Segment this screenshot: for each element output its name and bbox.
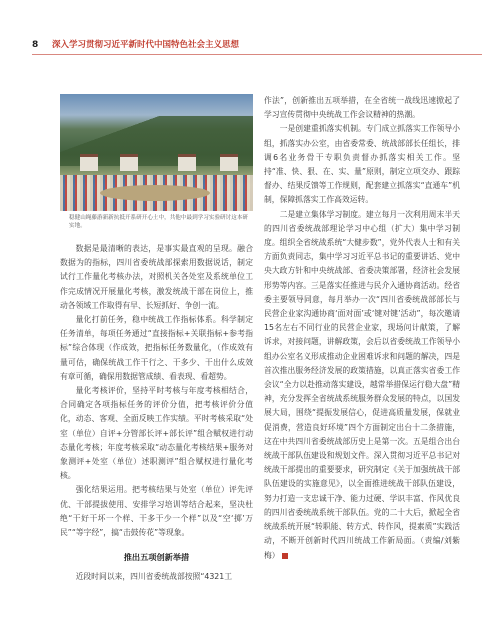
left-column [60, 242, 253, 585]
continued-paragraph: 作法”，创新推出五项举措，在全省统一战线迅速掀起了学习宣传贯彻中央统战工作会议精神的热潮。 [264, 96, 460, 120]
body-paragraph: 量化打前任务，稳中统战工作指标体系。科学制定任务清单，每项任务通过“直接指标+关联指标+参考指标”综合体现（作成效，把指标任务数量化，（作成效有量可估，确保统战工作干行之、干多少、干出什么成效有章可循，确保用数据管成绩、看表现、看超势。 [60, 315, 253, 381]
body-paragraph: 近段时间以来，四川省委统战部按照“4321工 [75, 572, 233, 582]
section-subheading: 推出五项创新举措 [123, 552, 190, 563]
photo-building [120, 154, 138, 171]
page-number: 8 [32, 40, 39, 50]
closing-text: 二是建立集体学习制度。建立每月一次利用周末半天的四川省委统战部理论学习中心组（扩大）集中学习制度。组织全省统战系统“大健步数”，党外代表人士和有关方面负责同志，集中学习习近平总书记的重要讲话、党中央大政方针和中央统战部、省委决策部署，经济社会发展形势等内容。三是落实任推进与民介入通协商活动。经省委主要领导同意，每月举办一次“四川省委统战部部长与民营企业家沟通协商‘面对面’或‘键对键’活动”，每次邀请15名左右不同行业的民营企业家，现场问计献策，了解诉求，对接问题，讲解政策，会后以省委统战工作领导小组办公室名义形成推动企业困难诉求和问题的解决，四是首次推出服务经济发展的政策措施，以真正落实省委工作会议“全力以赴推动落实建设，越常举措保运行稳大盘”精神，充分发挥全省统战系统服务群众发展的特点，以国发展大局，围绕“提振发展信心，促进高质量发展，保就业促消费，营造良好环境”四个方面制定出台十二条措施，这在中共四川省委统战部历史上是第一次。五是组合出台统战干部队伍建设和规划文件。深入贯彻习近平总书记对统战干部提出的重要要求，研究制定《关于加强统战干部队伍建设的实施意见》，以全面推进统战干部队伍建设，努力打造一支忠诚干净、能力过硬、学识丰富、作风优良的四川省委统战系统干部队伍。党的二十大后，掀起全省统战系统开展“转职能、转方式、转作风，提素质”实践活动，不断开创新时代四川统战工作新局面。（责编/刘紫梅） [264, 209, 460, 560]
body-paragraph [264, 208, 460, 563]
photo-building [80, 154, 98, 171]
running-title: 深入学习贯彻习近平新时代中国特色社会主义思想 [52, 40, 240, 50]
body-paragraph: 数据是最清晰的表达，是事实最直观的呈现。融合数据为的指标，四川省委统战部探索用数据说话，制定试行工作量化考核办法，对照机关各处室及系统单位工作完成情况开展量化考核，激发统战干部在岗位上，推动各领域工作取得有早、长短抓好、争创一流。 [60, 244, 253, 310]
header-rule [32, 54, 482, 55]
photo-caption: 稳健山绳藤游新新抗抵开系研开心土中，共他中最到学习实验研讨这本研实地。 [69, 215, 249, 229]
photo-building [220, 154, 238, 171]
photo-plaza [100, 185, 210, 201]
body-paragraph: 一是创建重抓落实机制。专门成立抓落实工作领导小组，抓落实办公室，由省委常委、统战部部长任组长，排调6名业务骨干专职负责督办抓落实相关工作。坚持“准、快、狠、在、实、量”原则，制定立项交办、跟踪督办、结果反馈等工作规则，配套建立抓落实“直通车”机制，保障抓落实工作高效运转。 [264, 124, 460, 205]
body-paragraph: 量化考核评价，坚持平时考核与年度考核相结合，合同确定各项指标任务的评价分值，把考核评价分值化，动态、客观、全面反映工作实绩。平时考核采取“处室（单位）自评+分管部长评+部长评”组合赋权进行动态量化考核；年度考核采取“动态量化考核结果+服务对象测评+处室（单位）述职测评”组合赋权进行量化考核。 [60, 386, 253, 481]
page-header [32, 38, 482, 52]
body-paragraph: 强化结果运用。把考核结果与处室（单位）评先评优、干部提拔使用、安排学习培训等结合起来，坚决杜绝“干好干坏一个样、干多干少一个样”以及“空‘掷’万民”“等字经”，搞“击鼓传花”等现象。 [60, 485, 253, 538]
end-mark-icon [282, 553, 288, 559]
right-column [264, 94, 460, 563]
event-photo [60, 94, 253, 211]
photo-building [178, 154, 196, 171]
